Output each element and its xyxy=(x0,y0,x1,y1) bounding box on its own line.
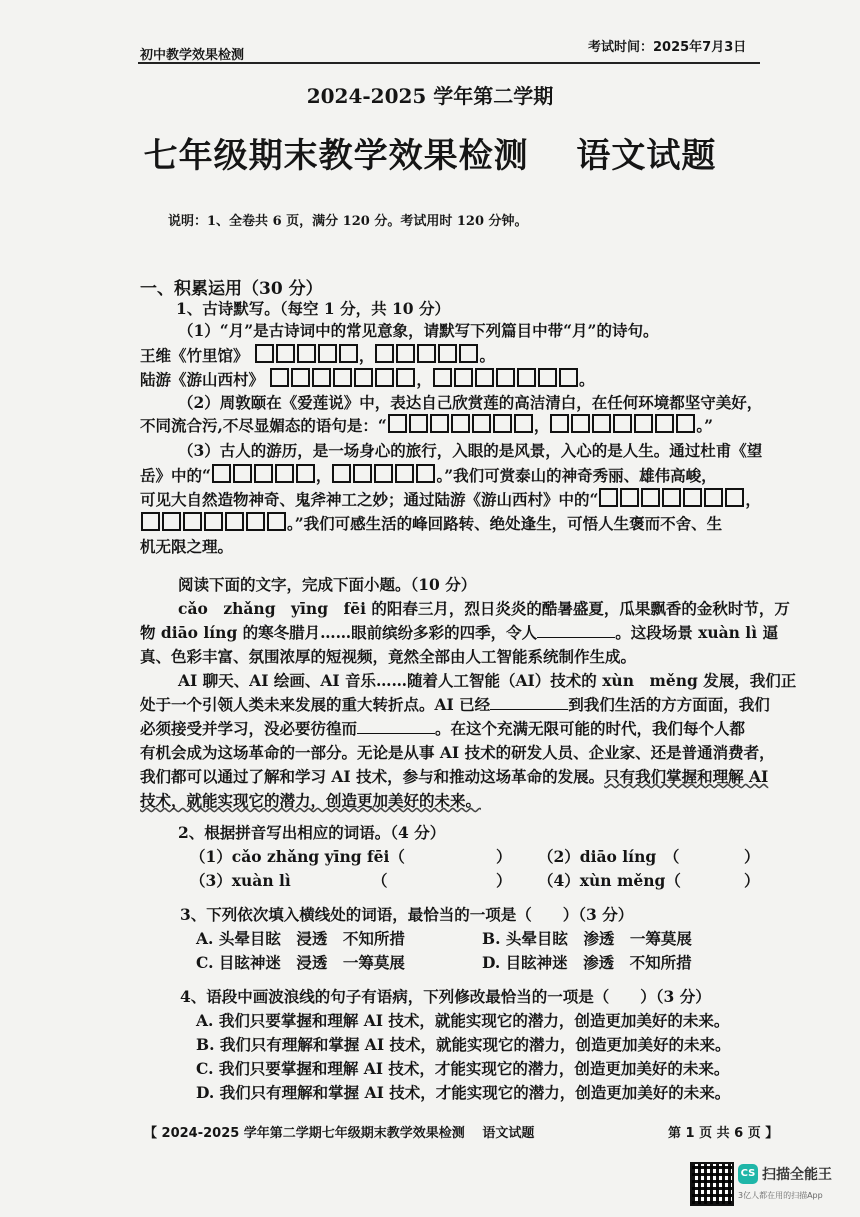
q3-option-b[interactable]: B. 头晕目眩 渗透 一筹莫展 xyxy=(482,929,692,948)
exam-note: 说明：1、全卷共 6 页，满分 120 分。考试用时 120 分钟。 xyxy=(168,214,528,229)
q4-title: 4、语段中画波浪线的句子有语病，下列修改最恰当的一项是（ ）（3 分） xyxy=(180,987,711,1006)
header-rule xyxy=(138,62,760,64)
q4-option-a[interactable]: A. 我们只要掌握和理解 AI 技术，就能实现它的潜力，创造更加美好的未来。 xyxy=(196,1011,730,1030)
q1-3c-line: 可见大自然造物神奇、鬼斧神工之妙；通过陆游《游山西村》中的“ ， xyxy=(140,490,761,509)
reading-p2b-pre: 处于一个引领人类未来发展的重大转折点。AI 已经 xyxy=(140,695,491,714)
answer-boxes[interactable] xyxy=(432,370,579,389)
q2-item-1: （1）cǎo zhǎng yīng fēi（ xyxy=(190,847,405,866)
answer-boxes[interactable] xyxy=(269,370,416,389)
wavy-sentence: 技术，就能实现它的潜力，创造更加美好的未来。 xyxy=(140,791,482,810)
q4-option-d[interactable]: D. 我们只有理解和掌握 AI 技术，才能实现它的潜力，创造更加美好的未来。 xyxy=(196,1083,731,1102)
fill-blank[interactable] xyxy=(537,623,615,638)
q1-1: （1）“月”是古诗词中的常见意象，请默写下列篇目中带“月”的诗句。 xyxy=(178,321,659,340)
header-left: 初中教学效果检测 xyxy=(140,48,245,63)
reading-p2e-pre: 我们都可以通过了解和学习 AI 技术，参与和推动这场革命的发展。 xyxy=(140,767,605,786)
q1-lu-line: 陆游《游山西村》 ， 。 xyxy=(140,370,595,389)
q4-option-b[interactable]: B. 我们只有理解和掌握 AI 技术，就能实现它的潜力，创造更加美好的未来。 xyxy=(196,1035,731,1054)
reading-p2c-pre: 必须接受并学习，没必要彷徨而 xyxy=(140,719,358,738)
q1-2a: （2）周敦颐在《爱莲说》中，表达自己欣赏莲的高洁清白，在任何环境都坚守美好， xyxy=(178,393,763,412)
answer-boxes[interactable] xyxy=(254,346,359,365)
reading-p2d: 有机会成为这场革命的一部分。无论是从事 AI 技术的研发人员、企业家、还是普通消费者， xyxy=(140,743,775,762)
q1-3d-line: 。”我们可感生活的峰回路转、绝处逢生，可悟人生褒而不舍、生 xyxy=(140,512,722,535)
section-heading: 一、积累运用（30 分） xyxy=(140,279,323,299)
q2-title: 2、根据拼音写出相应的词语。（4 分） xyxy=(178,823,446,842)
q2-close: ） xyxy=(744,871,760,890)
reading-p1b-pre: 物 diāo líng 的寒冬腊月……眼前缤纷多彩的四季，令人 xyxy=(140,623,538,642)
footer-right: 第 1 页 共 6 页 】 xyxy=(668,1126,779,1141)
qr-code-icon xyxy=(690,1162,734,1206)
answer-boxes[interactable] xyxy=(140,514,287,533)
term-title: 2024-2025 学年第二学期 xyxy=(306,84,554,108)
q3-title: 3、下列依次填入横线处的词语，最恰当的一项是（ ）（3 分） xyxy=(180,905,634,924)
camscanner-logo-icon: CS xyxy=(738,1164,758,1184)
answer-boxes[interactable] xyxy=(549,416,696,435)
reading-p2c-post: 。在这个充满无限可能的时代，我们每个人都 xyxy=(435,719,746,738)
q1-3b-pre: 岳》中的“ xyxy=(140,466,211,485)
reading-p2b-line xyxy=(140,694,770,716)
answer-boxes[interactable] xyxy=(598,490,745,509)
q4-option-c[interactable]: C. 我们只要掌握和理解 AI 技术，才能实现它的潜力，创造更加美好的未来。 xyxy=(196,1059,730,1078)
answer-boxes[interactable] xyxy=(374,346,479,365)
q2-close: ） xyxy=(496,847,512,866)
reading-intro: 阅读下面的文字，完成下面小题。（10 分） xyxy=(178,575,477,594)
q3-option-d[interactable]: D. 目眩神迷 渗透 不知所措 xyxy=(482,953,692,972)
q1-2b: 不同流合污,不尽显媚态的语句是：“ xyxy=(140,416,387,435)
header-right: 考试时间：2025年7月3日 xyxy=(588,40,747,55)
reading-p2a: AI 聊天、AI 绘画、AI 音乐……随着人工智能（AI）技术的 xùn měng 发展，我们正 xyxy=(178,671,797,690)
q1-title: 1、古诗默写。（每空 1 分，共 10 分） xyxy=(176,299,450,318)
reading-p1a: cǎo zhǎng yīng fēi 的阳春三月，烈日炎炎的酷暑盛夏，瓜果飘香的金秋时节，万 xyxy=(178,599,790,618)
q1-3b-line: 岳》中的“ ， 。”我们可赏泰山的神奇秀丽、雄伟高峻， xyxy=(140,466,717,485)
fill-blank[interactable] xyxy=(490,695,568,710)
answer-boxes[interactable] xyxy=(211,466,316,485)
q3-option-a[interactable]: A. 头晕目眩 浸透 不知所措 xyxy=(196,929,405,948)
q3-option-c[interactable]: C. 目眩神迷 浸透 一筹莫展 xyxy=(196,953,405,972)
q1-3d-post: ”我们可感生活的峰回路转、绝处逢生，可悟人生褒而不舍、生 xyxy=(294,514,723,533)
q1-3c: 可见大自然造物神奇、鬼斧神工之妙；通过陆游《游山西村》中的“ xyxy=(140,490,599,509)
page-title: 七年级期末教学效果检测 语文试题 xyxy=(143,136,717,176)
reading-p2b-post: 到我们生活的方方面面，我们 xyxy=(568,695,770,714)
q2-item-3: （3）xuàn lì xyxy=(190,871,291,890)
reading-p1b-post: 。这段场景 xuàn lì 逼 xyxy=(615,623,778,642)
answer-boxes[interactable] xyxy=(387,416,534,435)
q1-lu-label: 陆游《游山西村》 xyxy=(140,370,265,389)
q2-close: ） xyxy=(744,847,760,866)
q2-close: ） xyxy=(496,871,512,890)
q2-item-4: （4）xùn měng（ xyxy=(538,871,681,890)
footer-left: 【 2024-2025 学年第二学期七年级期末教学效果检测 语文试题 xyxy=(144,1126,535,1141)
reading-p2f-line xyxy=(140,790,481,812)
q1-wang-label: 王维《竹里馆》 xyxy=(140,346,249,365)
reading-p2e-line xyxy=(140,766,768,788)
reading-p1c: 真、色彩丰富、氛围浓厚的短视频，竟然全部由人工智能系统制作生成。 xyxy=(140,647,637,666)
q1-2b-line: 不同流合污,不尽显媚态的语句是：“ ， 。” xyxy=(140,416,714,435)
q1-3b-post: ”我们可赏泰山的神奇秀丽、雄伟高峻， xyxy=(444,466,717,485)
q1-3a: （3）古人的游历，是一场身心的旅行，入眼的是风景，入心的是人生。通过杜甫《望 xyxy=(178,441,763,460)
reading-p2c-line xyxy=(140,718,745,740)
fill-blank[interactable] xyxy=(357,719,435,734)
watermark-name: 扫描全能王 xyxy=(762,1167,832,1183)
q1-wang-line: 王维《竹里馆》 ， 。 xyxy=(140,346,495,365)
answer-boxes[interactable] xyxy=(331,466,436,485)
watermark-tagline: 3亿人都在用的扫描App xyxy=(738,1191,823,1200)
wavy-sentence: 只有我们掌握和理解 AI xyxy=(604,767,769,786)
q1-3e: 机无限之理。 xyxy=(140,537,234,556)
reading-p1b-line xyxy=(140,622,778,644)
q2-item-2: （2）diāo líng （ xyxy=(538,847,680,866)
